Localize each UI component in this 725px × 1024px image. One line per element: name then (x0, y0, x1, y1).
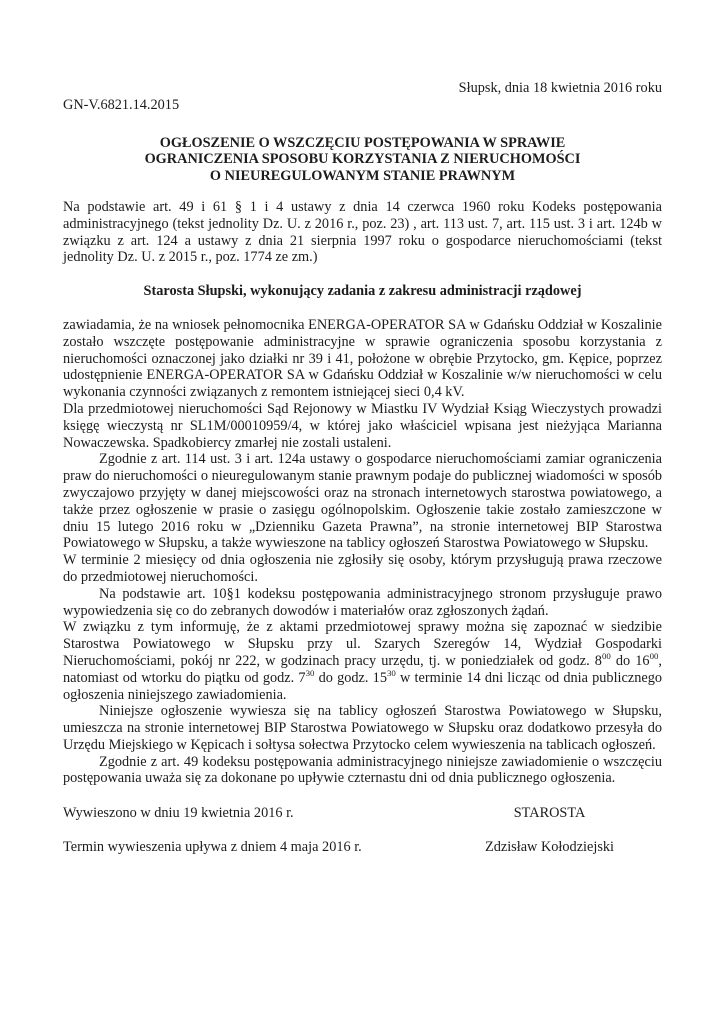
footer (63, 805, 662, 856)
paragraph-text: Na podstawie art. 10§1 kodeksu postępowania administracyjnego stronom przysługuje prawo wypowiedzenia się co do zebranych dowodów i materiałów oraz zgłoszonych żądań. (63, 585, 662, 619)
paragraph-text: do godz. 15 (314, 669, 387, 686)
paragraph-text: W terminie 2 miesięcy od dnia ogłoszenia nie zgłosiły się osoby, którym przysługują prawa rzeczowe do przedmiotowej nieruchomości. (63, 552, 662, 585)
superscript-text: 30 (305, 667, 315, 678)
paragraph (63, 451, 662, 552)
signature-title: STAROSTA (513, 805, 586, 822)
title-line: OGRANICZENIA SPOSOBU KORZYSTANIA Z NIERUCHOMOŚCI (144, 151, 581, 168)
paragraph-text: Zgodnie z art. 114 ust. 3 i art. 124a ustawy o gospodarce nieruchomościami zamiar ograniczenia praw do nieruchomości o nieuregulowanym stanie prawnym podaje do publicznej wiadomości w sposób zwyczajowo przyjęty w danej miejscowości oraz na stronach internetowych starostwa powiatowego, a także przez ogłoszenie w prasie o zasięgu ogólnopolskim. Ogłoszenie takie zostało zamieszczone w dniu 15 lutego 2016 roku w „Dzienniku Gazeta Prawna”, na stronie internetowej BIP Starostwa Powiatowego w Słupsku, a także wywieszone na tablicy ogłoszeń Starostwa Powiatowego w Słupsku. (63, 451, 662, 552)
paragraph-text: W związku z tym informuję, że z aktami przedmiotowej sprawy można się zapoznać w siedzibie Starostwa Powiatowego w Słupsku przy ul. Szarych Szeregów 14, Wydział Gospodarki Nieruchomościami, pokój nr 222, w godzinach pracy urzędu, tj. w poniedziałek od godz. 8 (63, 619, 662, 669)
document-title (63, 135, 662, 185)
deadline-line: Termin wywieszenia upływa z dniem 4 maja 2016 r. (63, 839, 362, 856)
paragraph-text: Dla przedmiotowej nieruchomości Sąd Rejonowy w Miastku IV Wydział Ksiąg Wieczystych prowadzi księgę wieczystą nr SL1M/00010959/4, w której jako właściciel wpisana jest nieżyjąca Marianna Nowaczewska. Spadkobiercy zmarłej nie zostali ustaleni. (63, 400, 662, 451)
paragraph-text: zawiadamia, że na wniosek pełnomocnika ENERGA-OPERATOR SA w Gdańsku Oddział w Koszalinie zostało wszczęte postępowanie administracyjne w sprawie ograniczenia sposobu korzystania z nieruchomości oznaczonej jako działki nr 39 i 41, położone w obrębie Przytocko, gm. Kępice, poprzez udostępnienie ENERGA-OPERATOR SA w Gdańsku Oddział w Koszalinie w/w nieruchomości w celu wykonania czynności związanych z remontem istniejącej sieci 0,4 kV. (63, 316, 662, 401)
superscript-text: 00 (649, 651, 659, 662)
reference-number: GN-V.6821.14.2015 (63, 96, 180, 113)
signature-name: Zdzisław Kołodziejski (484, 839, 615, 856)
paragraph (63, 552, 662, 586)
paragraph-text: Niniejsze ogłoszenie wywiesza się na tablicy ogłoszeń Starostwa Powiatowego w Słupsku, umieszcza na stronie internetowej BIP Starostwa Powiatowego w Słupsku oraz dodatkowo przesyła do Urzędu Miejskiego w Kępicach i sołtysa sołectwa Przytocko celem wywieszenia na tablicach ogłoszeń. (63, 703, 662, 753)
paragraph-text: , natomiast od wtorku do piątku od godz. 7 (63, 652, 662, 686)
title-line: OGŁOSZENIE O WSZCZĘCIU POSTĘPOWANIA W SPRAWIE (159, 134, 566, 151)
paragraph (63, 401, 662, 451)
paragraph (63, 754, 662, 788)
paragraph (63, 703, 662, 753)
legal-basis-paragraph: Na podstawie art. 49 i 61 § 1 i 4 ustawy z dnia 14 czerwca 1960 roku Kodeks postępowania administracyjnego (tekst jednolity Dz. U. z 2016 r., poz. 23) , art. 113 ust. 7, art. 115 ust. 3 i art. 124b w związku z art. 124 a ustawy z dnia 21 sierpnia 1997 roku o gospodarce nieruchomościami (tekst jednolity Dz. U. z 2015 r., poz. 1774 ze zm.) (63, 198, 662, 266)
superscript-text: 30 (386, 667, 396, 678)
footer-row-deadline (63, 839, 662, 856)
title-line: O NIEUREGULOWANYM STANIE PRAWNYM (209, 168, 516, 185)
superscript-text: 00 (601, 651, 611, 662)
paragraph (63, 317, 662, 401)
document-body (63, 317, 662, 787)
authority-heading: Starosta Słupski, wykonujący zadania z zakresu administracji rządowej (143, 283, 582, 300)
paragraph (63, 586, 662, 620)
paragraph-text: Zgodnie z art. 49 kodeksu postępowania administracyjnego niniejsze zawiadomienie o wszczęciu postępowania uważa się za dokonane po upływie czternastu dni od dnia publicznego ogłoszenia. (63, 753, 662, 787)
paragraph-text: do 16 (610, 652, 650, 669)
footer-row-posted (63, 805, 662, 822)
paragraph (63, 619, 662, 703)
date-line: Słupsk, dnia 18 kwietnia 2016 roku (458, 80, 662, 96)
paragraph-text: w terminie 14 dni licząc od dnia publicznego ogłoszenia niniejszego zawiadomienia. (63, 669, 662, 703)
posted-date-line: Wywieszono w dniu 19 kwietnia 2016 r. (63, 805, 294, 822)
